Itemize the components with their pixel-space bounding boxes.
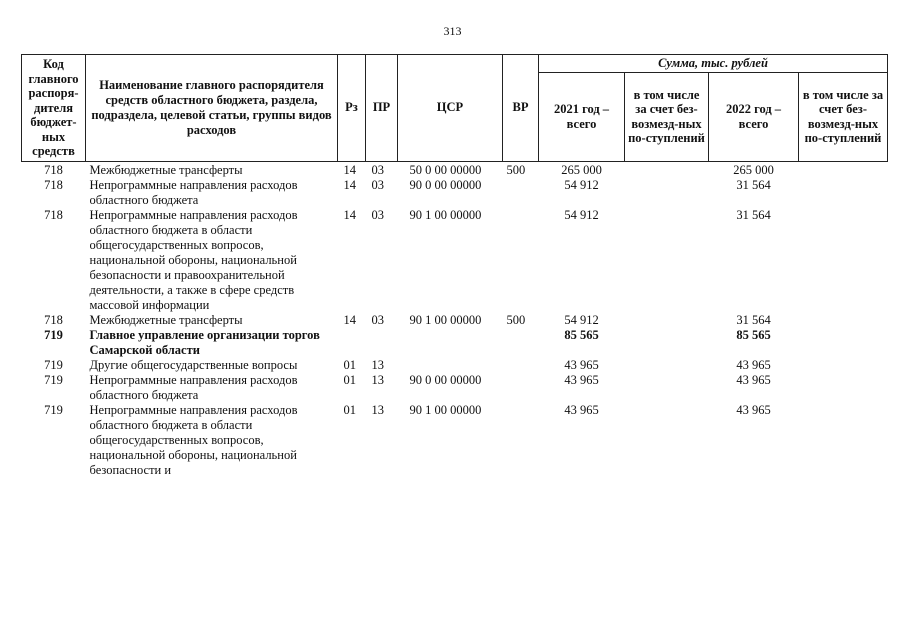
table-row [22,328,888,358]
row-pr: 03 [371,177,384,192]
row-rz: 01 [343,372,356,387]
row-csr: 90 1 00 00000 [409,207,482,222]
header-2022-free: в том числе за счет без-возмезд-ных по-ступлений [799,73,888,162]
row-vr: 500 [506,312,526,327]
row-2022-total: 31 564 [736,312,771,327]
row-2022-total: 43 965 [736,402,771,417]
row-2021-free [625,373,709,403]
row-pr: 13 [371,402,384,417]
row-pr: 13 [371,372,384,387]
header-2021-total: 2021 год – всего [539,73,625,162]
table-body [22,161,888,478]
row-csr: 90 1 00 00000 [409,402,482,417]
header-2022-total: 2022 год – всего [709,73,799,162]
row-csr: 50 0 00 00000 [409,162,482,177]
row-name: Другие общегосударственные вопросы [89,357,298,372]
row-name: Непрограммные направления расходов областного бюджета в области общегосударственных вопросов, национальной обороны, национальной безопасности и [89,402,298,477]
header-vr: ВР [503,55,539,162]
row-2021-free [625,313,709,328]
row-2021-total: 43 965 [564,372,599,387]
table-row [22,208,888,313]
table-header [22,55,888,162]
row-code: 719 [44,327,63,342]
row-2022-total: 43 965 [736,357,771,372]
row-2022-total: 43 965 [736,372,771,387]
row-rz: 01 [343,357,356,372]
row-csr [398,328,503,358]
row-code: 719 [44,357,63,372]
table-row [22,178,888,208]
row-2021-free [625,358,709,373]
row-csr [398,358,503,373]
table-row [22,161,888,178]
row-rz [338,328,366,358]
header-code: Код главного распоря-дителя бюджет-ных средств [22,55,86,162]
row-name: Непрограммные направления расходов областного бюджета [89,177,298,207]
header-csr: ЦСР [398,55,503,162]
row-2021-free [625,178,709,208]
row-2021-total: 43 965 [564,402,599,417]
row-2021-total: 54 912 [564,312,599,327]
row-2022-total: 85 565 [736,327,771,342]
row-2021-free [625,403,709,478]
table-row [22,358,888,373]
header-2021-free: в том числе за счет без-возмезд-ных по-ступлений [625,73,709,162]
row-code: 719 [44,372,63,387]
row-name: Непрограммные направления расходов областного бюджета в области общегосударственных вопросов, национальной обороны, национальной безопасности и правоохранительной деятельности, а также в сфере средств массовой информации [89,207,298,312]
row-csr: 90 0 00 00000 [409,372,482,387]
header-name: Наименование главного распорядителя средств областного бюджета, раздела, подраздела, целевой статьи, группы видов расходов [86,55,338,162]
row-2021-free [625,328,709,358]
row-vr [503,208,539,313]
row-code: 718 [44,177,63,192]
row-vr [503,403,539,478]
row-code: 718 [44,162,63,177]
row-rz: 01 [343,402,356,417]
table-row [22,403,888,478]
row-2022-free [799,358,888,373]
row-2021-total: 54 912 [564,177,599,192]
row-2022-total: 265 000 [733,162,774,177]
row-2022-free [799,178,888,208]
row-code: 719 [44,402,63,417]
row-code: 718 [44,312,63,327]
row-2022-total: 31 564 [736,177,771,192]
row-name: Межбюджетные трансферты [89,312,243,327]
row-pr: 03 [371,162,384,177]
header-sum: Сумма, тыс. рублей [539,55,888,73]
row-rz: 14 [343,312,356,327]
row-2022-free [799,313,888,328]
table-row [22,373,888,403]
row-2021-total: 265 000 [561,162,602,177]
row-rz: 14 [343,177,356,192]
row-code: 718 [44,207,63,222]
row-2022-free [799,373,888,403]
row-vr [503,373,539,403]
row-2021-total: 54 912 [564,207,599,222]
header-pr: ПР [366,55,398,162]
row-vr [503,328,539,358]
row-name: Межбюджетные трансферты [89,162,243,177]
budget-table [21,54,888,478]
row-2022-free [799,403,888,478]
table-row [22,313,888,328]
row-rz: 14 [343,162,356,177]
row-2022-free [799,328,888,358]
row-csr: 90 1 00 00000 [409,312,482,327]
row-pr: 03 [371,312,384,327]
row-2022-free [799,161,888,178]
row-2021-free [625,208,709,313]
row-2022-free [799,208,888,313]
row-2021-total: 85 565 [564,327,599,342]
row-vr: 500 [506,162,526,177]
row-2021-total: 43 965 [564,357,599,372]
row-rz: 14 [343,207,356,222]
row-name: Главное управление организации торгов Самарской области [89,327,320,357]
row-pr [366,328,398,358]
header-rz: Рз [338,55,366,162]
row-name: Непрограммные направления расходов областного бюджета [89,372,298,402]
row-2021-free [625,161,709,178]
row-csr: 90 0 00 00000 [409,177,482,192]
row-pr: 03 [371,207,384,222]
row-2022-total: 31 564 [736,207,771,222]
page-number: 313 [443,24,462,38]
row-vr [503,178,539,208]
row-pr: 13 [371,357,384,372]
row-vr [503,358,539,373]
